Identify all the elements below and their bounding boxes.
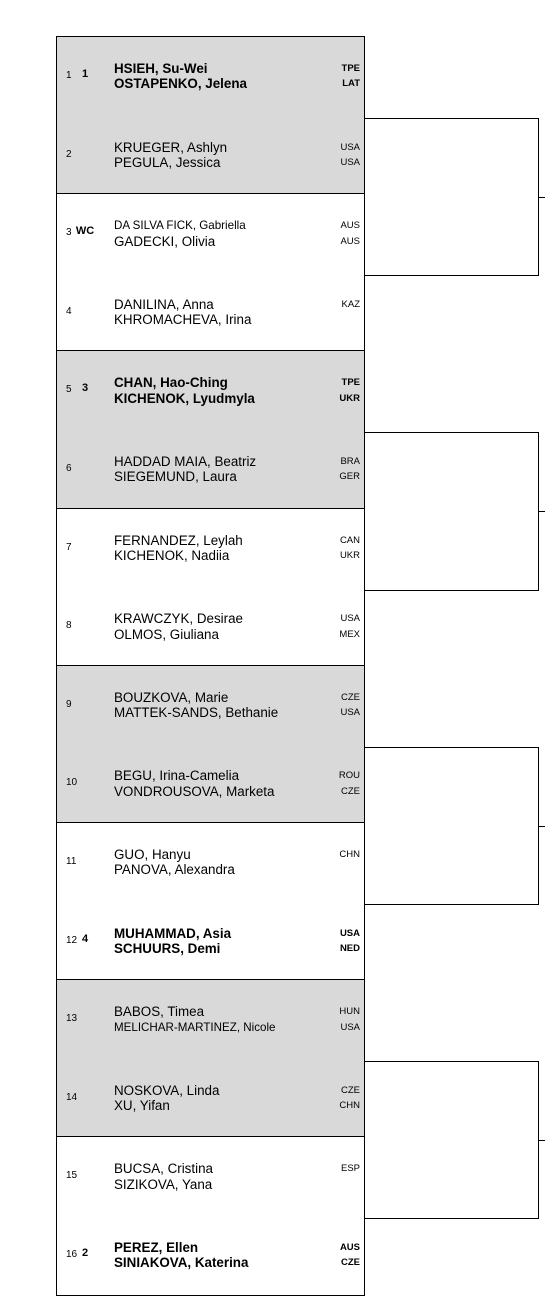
player-name: KICHENOK, Lyudmyla (114, 390, 255, 406)
team-countries (320, 1240, 360, 1271)
player-name: MELICHAR-MARTINEZ, Nicole (114, 1020, 276, 1034)
draw-position: 5 (66, 384, 72, 396)
draw-slot (57, 666, 364, 745)
bracket-connector (364, 1061, 539, 1219)
draw-slot (57, 902, 364, 981)
draw-slot (57, 430, 364, 509)
team-names (114, 1161, 334, 1192)
player-name: HADDAD MAIA, Beatriz (114, 454, 257, 469)
player-country: UKR (339, 549, 360, 561)
draw-position: 7 (66, 541, 72, 553)
player-country: CZE (341, 1257, 360, 1269)
team-countries (320, 218, 360, 249)
team-names (114, 847, 334, 878)
team-names (114, 533, 334, 564)
team-names (114, 61, 334, 92)
player-country: AUS (339, 1242, 360, 1253)
player-country: BRA (340, 456, 360, 467)
draw-slot (57, 273, 364, 352)
player-country: USA (340, 613, 360, 625)
draw-slot (57, 744, 364, 823)
draw-position: 16 (66, 1249, 78, 1260)
match-separator (57, 508, 364, 509)
player-name: SINIAKOVA, Katerina (114, 1255, 249, 1271)
team-names (114, 690, 334, 721)
team-names (114, 926, 334, 957)
player-name: BEGU, Irina-Camelia (114, 768, 240, 784)
team-countries (320, 297, 360, 328)
draw-slot (57, 1059, 364, 1138)
team-countries (320, 690, 360, 721)
team-names (114, 1004, 334, 1035)
bracket-stub (539, 1140, 545, 1141)
player-name: BABOS, Timea (114, 1004, 205, 1020)
player-country: ROU (338, 770, 360, 782)
player-country: USA (340, 141, 360, 153)
team-countries (320, 611, 360, 642)
player-name: NOSKOVA, Linda (114, 1082, 220, 1098)
player-country: MEX (339, 628, 360, 640)
player-country: USA (340, 1021, 360, 1033)
player-country: KAZ (341, 298, 360, 310)
player-name: MATTEK-SANDS, Bethanie (114, 705, 279, 721)
seed-number: 3 (81, 382, 89, 395)
team-names (114, 297, 334, 328)
team-names (114, 1083, 334, 1114)
player-country: CHN (339, 849, 360, 860)
draw-position: 4 (66, 305, 72, 317)
team-names (114, 611, 334, 642)
wildcard-badge: WC (75, 225, 95, 238)
team-countries (320, 1083, 360, 1114)
team-countries (320, 140, 360, 171)
player-country: CZE (341, 691, 360, 703)
bracket-stub (539, 826, 545, 827)
bracket-connector (364, 118, 539, 276)
player-country: HUN (339, 1006, 360, 1018)
player-name: CHAN, Hao-Ching (114, 375, 228, 391)
player-name: KHROMACHEVA, Irina (114, 312, 252, 328)
player-country (320, 862, 360, 877)
player-name: KRAWCZYK, Desirae (114, 611, 243, 627)
player-name: GUO, Hanyu (114, 847, 191, 862)
match-separator (57, 350, 364, 351)
match-separator (57, 1136, 364, 1137)
player-country: AUS (340, 235, 360, 247)
player-name: XU, Yifan (114, 1098, 170, 1114)
player-name: DANILINA, Anna (114, 296, 214, 312)
team-names (114, 218, 334, 249)
seed-number: 1 (81, 68, 89, 80)
player-name: OLMOS, Giuliana (114, 626, 219, 642)
draw-position: 8 (66, 620, 72, 632)
draw-position: 14 (66, 1091, 78, 1103)
draw-slot (57, 351, 364, 430)
team-names (114, 768, 334, 799)
match-separator (57, 979, 364, 980)
player-country: USA (340, 156, 360, 168)
draw-position: 2 (66, 148, 72, 160)
bracket-connector (364, 747, 539, 905)
draw-position: 1 (66, 70, 72, 81)
draw-slot (57, 116, 364, 195)
draw-position: 3 (66, 227, 72, 239)
team-countries (320, 847, 360, 878)
player-name: KRUEGER, Ashlyn (114, 139, 228, 155)
player-name: SCHUURS, Demi (114, 941, 221, 956)
bracket-connector (364, 432, 539, 591)
draw-position: 10 (66, 777, 78, 789)
draw-position: 9 (66, 698, 72, 710)
player-country: LAT (342, 78, 360, 90)
draw-slot (57, 37, 364, 116)
draw-position: 11 (66, 856, 77, 867)
team-countries (320, 61, 360, 92)
player-name: MUHAMMAD, Asia (114, 925, 232, 941)
match-separator (57, 665, 364, 666)
player-country: TPE (341, 63, 360, 74)
draw-slot (57, 194, 364, 273)
player-country (320, 312, 360, 327)
player-country: CAN (339, 534, 360, 546)
player-name: VONDROUSOVA, Marketa (114, 783, 275, 799)
draw-slot (57, 587, 364, 666)
draw-position: 6 (66, 463, 72, 474)
draw-position: 12 (66, 934, 78, 946)
team-names (114, 140, 334, 171)
player-country: ESP (340, 1163, 360, 1175)
player-name: FERNANDEZ, Leylah (114, 532, 243, 548)
player-country: AUS (340, 220, 360, 232)
player-country: CZE (341, 785, 360, 797)
match-separator (57, 822, 364, 823)
player-country: GER (339, 471, 360, 483)
player-name: GADECKI, Olivia (114, 233, 216, 249)
bracket-stub (539, 197, 545, 198)
seed-number: 4 (81, 932, 89, 945)
player-country: NED (339, 942, 360, 954)
player-name: BUCSA, Cristina (114, 1161, 213, 1177)
seed-number: 2 (81, 1247, 89, 1259)
team-countries (320, 926, 360, 957)
player-country: TPE (341, 377, 360, 389)
draw-slot (57, 980, 364, 1059)
draw-slot (57, 1137, 364, 1216)
player-country: UKR (339, 392, 360, 404)
bracket-stub (539, 511, 545, 512)
player-name: DA SILVA FICK, Gabriella (114, 219, 246, 233)
player-name: OSTAPENKO, Jelena (114, 76, 247, 92)
player-name: SIZIKOVA, Yana (114, 1176, 213, 1192)
player-country: CZE (341, 1084, 360, 1096)
draw-position: 15 (66, 1170, 78, 1182)
player-country (320, 1177, 360, 1192)
team-countries (320, 454, 360, 485)
player-name: PEREZ, Ellen (114, 1240, 199, 1255)
player-country: USA (340, 707, 360, 719)
team-countries (320, 1161, 360, 1192)
player-name: SIEGEMUND, Laura (114, 469, 237, 485)
team-countries (320, 533, 360, 564)
player-name: PEGULA, Jessica (114, 155, 221, 170)
player-country: CHN (339, 1100, 360, 1112)
player-name: KICHENOK, Nadiia (114, 548, 230, 563)
player-name: BOUZKOVA, Marie (114, 689, 229, 705)
team-names (114, 1240, 334, 1271)
team-names (114, 375, 334, 406)
team-names (114, 454, 334, 485)
draw-position: 13 (66, 1013, 78, 1025)
team-countries (320, 375, 360, 406)
draw-slot (57, 823, 364, 902)
draw-slot (57, 509, 364, 588)
team-countries (320, 768, 360, 799)
team-countries (320, 1004, 360, 1035)
player-name: PANOVA, Alexandra (114, 862, 235, 878)
player-country: USA (339, 927, 360, 939)
draw-slot (57, 1216, 364, 1295)
player-name: HSIEH, Su-Wei (114, 61, 208, 76)
match-separator (57, 193, 364, 194)
